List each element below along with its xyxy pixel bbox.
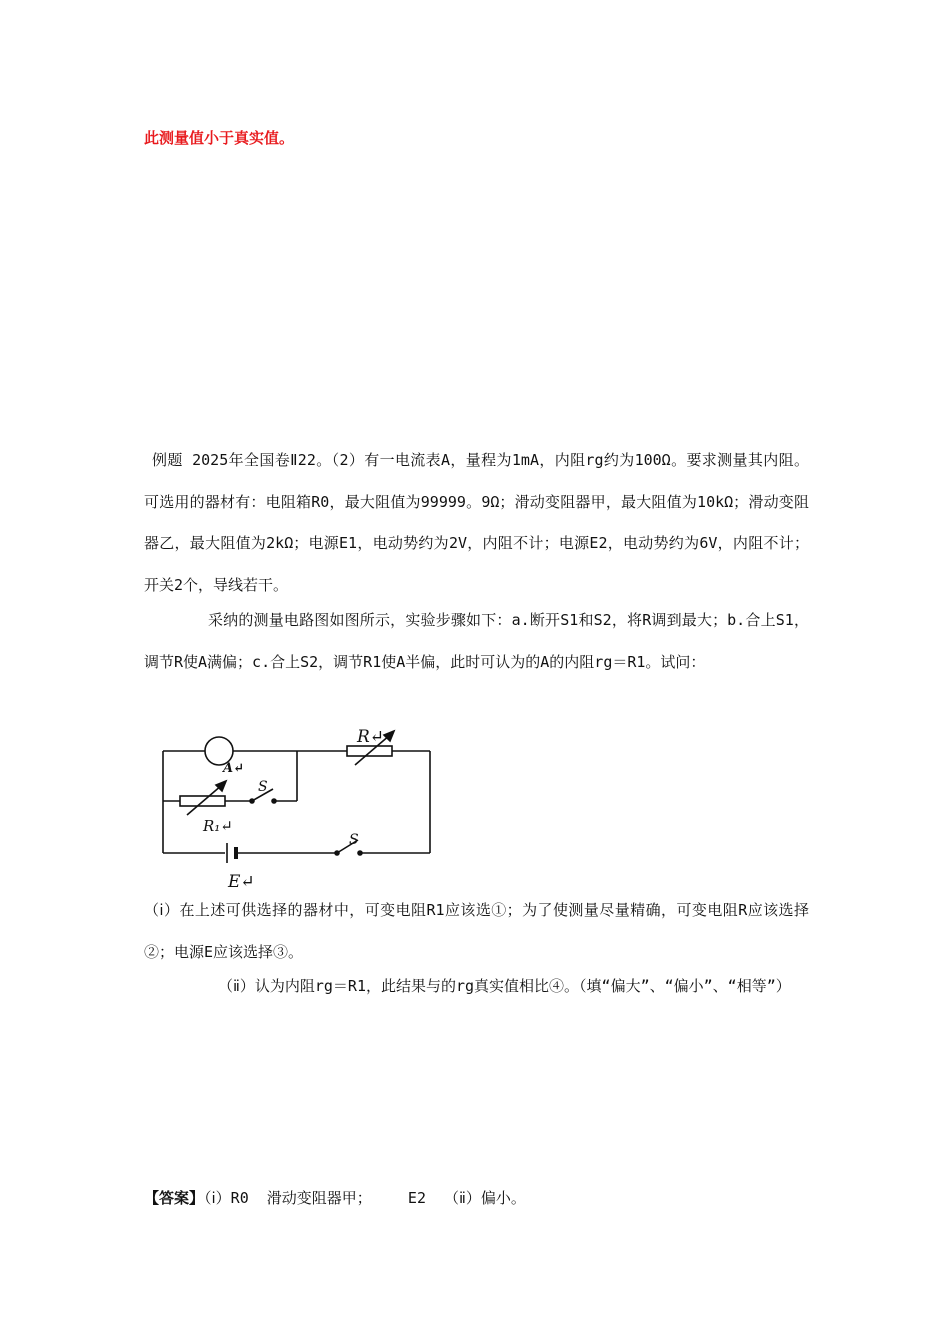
resistor-R: [347, 746, 392, 756]
question-part-ii: （ⅱ）认为内阻rg＝R1，此结果与的rg真实值相比④。（填“偏大”、“偏小”、“相等”）: [218, 977, 791, 995]
question-paragraph-1: 例题 2025年全国卷Ⅱ22。（2）有一电流表A，量程为1mA，内阻rg约为100Ω。要求测量其内阻。可选用的器材有：电阻箱R0，最大阻值为99999。9Ω；滑动变阻器甲，最大阻值为10kΩ；滑动变阻器乙，最大阻值为2kΩ；电源E1，电动势约为2V，内阻不计；电源E2，电动势约为6V，内阻不计；开关2个，导线若干。: [144, 451, 809, 594]
question-part-i: （ⅰ）在上述可供选择的器材中，可变电阻R1应该选①；为了使测量尽量精确，可变电阻R应该选择②；电源E应该选择③。: [144, 901, 809, 961]
question-paragraph-2: 采纳的测量电路图如图所示，实验步骤如下：a.断开S1和S2，将R调到最大；b.合上S1，调节R使A满偏；c.合上S2，调节R1使A半偏，此时可认为的A的内阻rg＝R1。试问：: [144, 611, 809, 671]
label-A: A↵: [223, 761, 244, 776]
label-R1: R₁↵: [203, 817, 233, 835]
answer-line: [144, 1187, 526, 1208]
answer-content: （ⅰ）R0 滑动变阻器甲； E2 （ⅱ）偏小。: [204, 1189, 526, 1207]
label-E: E↵: [228, 872, 255, 892]
label-R: R↵: [357, 727, 385, 747]
label-S1: S: [349, 832, 359, 848]
answer-tag: 【答案】: [144, 1189, 205, 1207]
label-S2: S: [258, 779, 268, 795]
circuit-diagram: [150, 725, 450, 895]
top-note: 此测量值小于真实值。: [144, 129, 295, 147]
